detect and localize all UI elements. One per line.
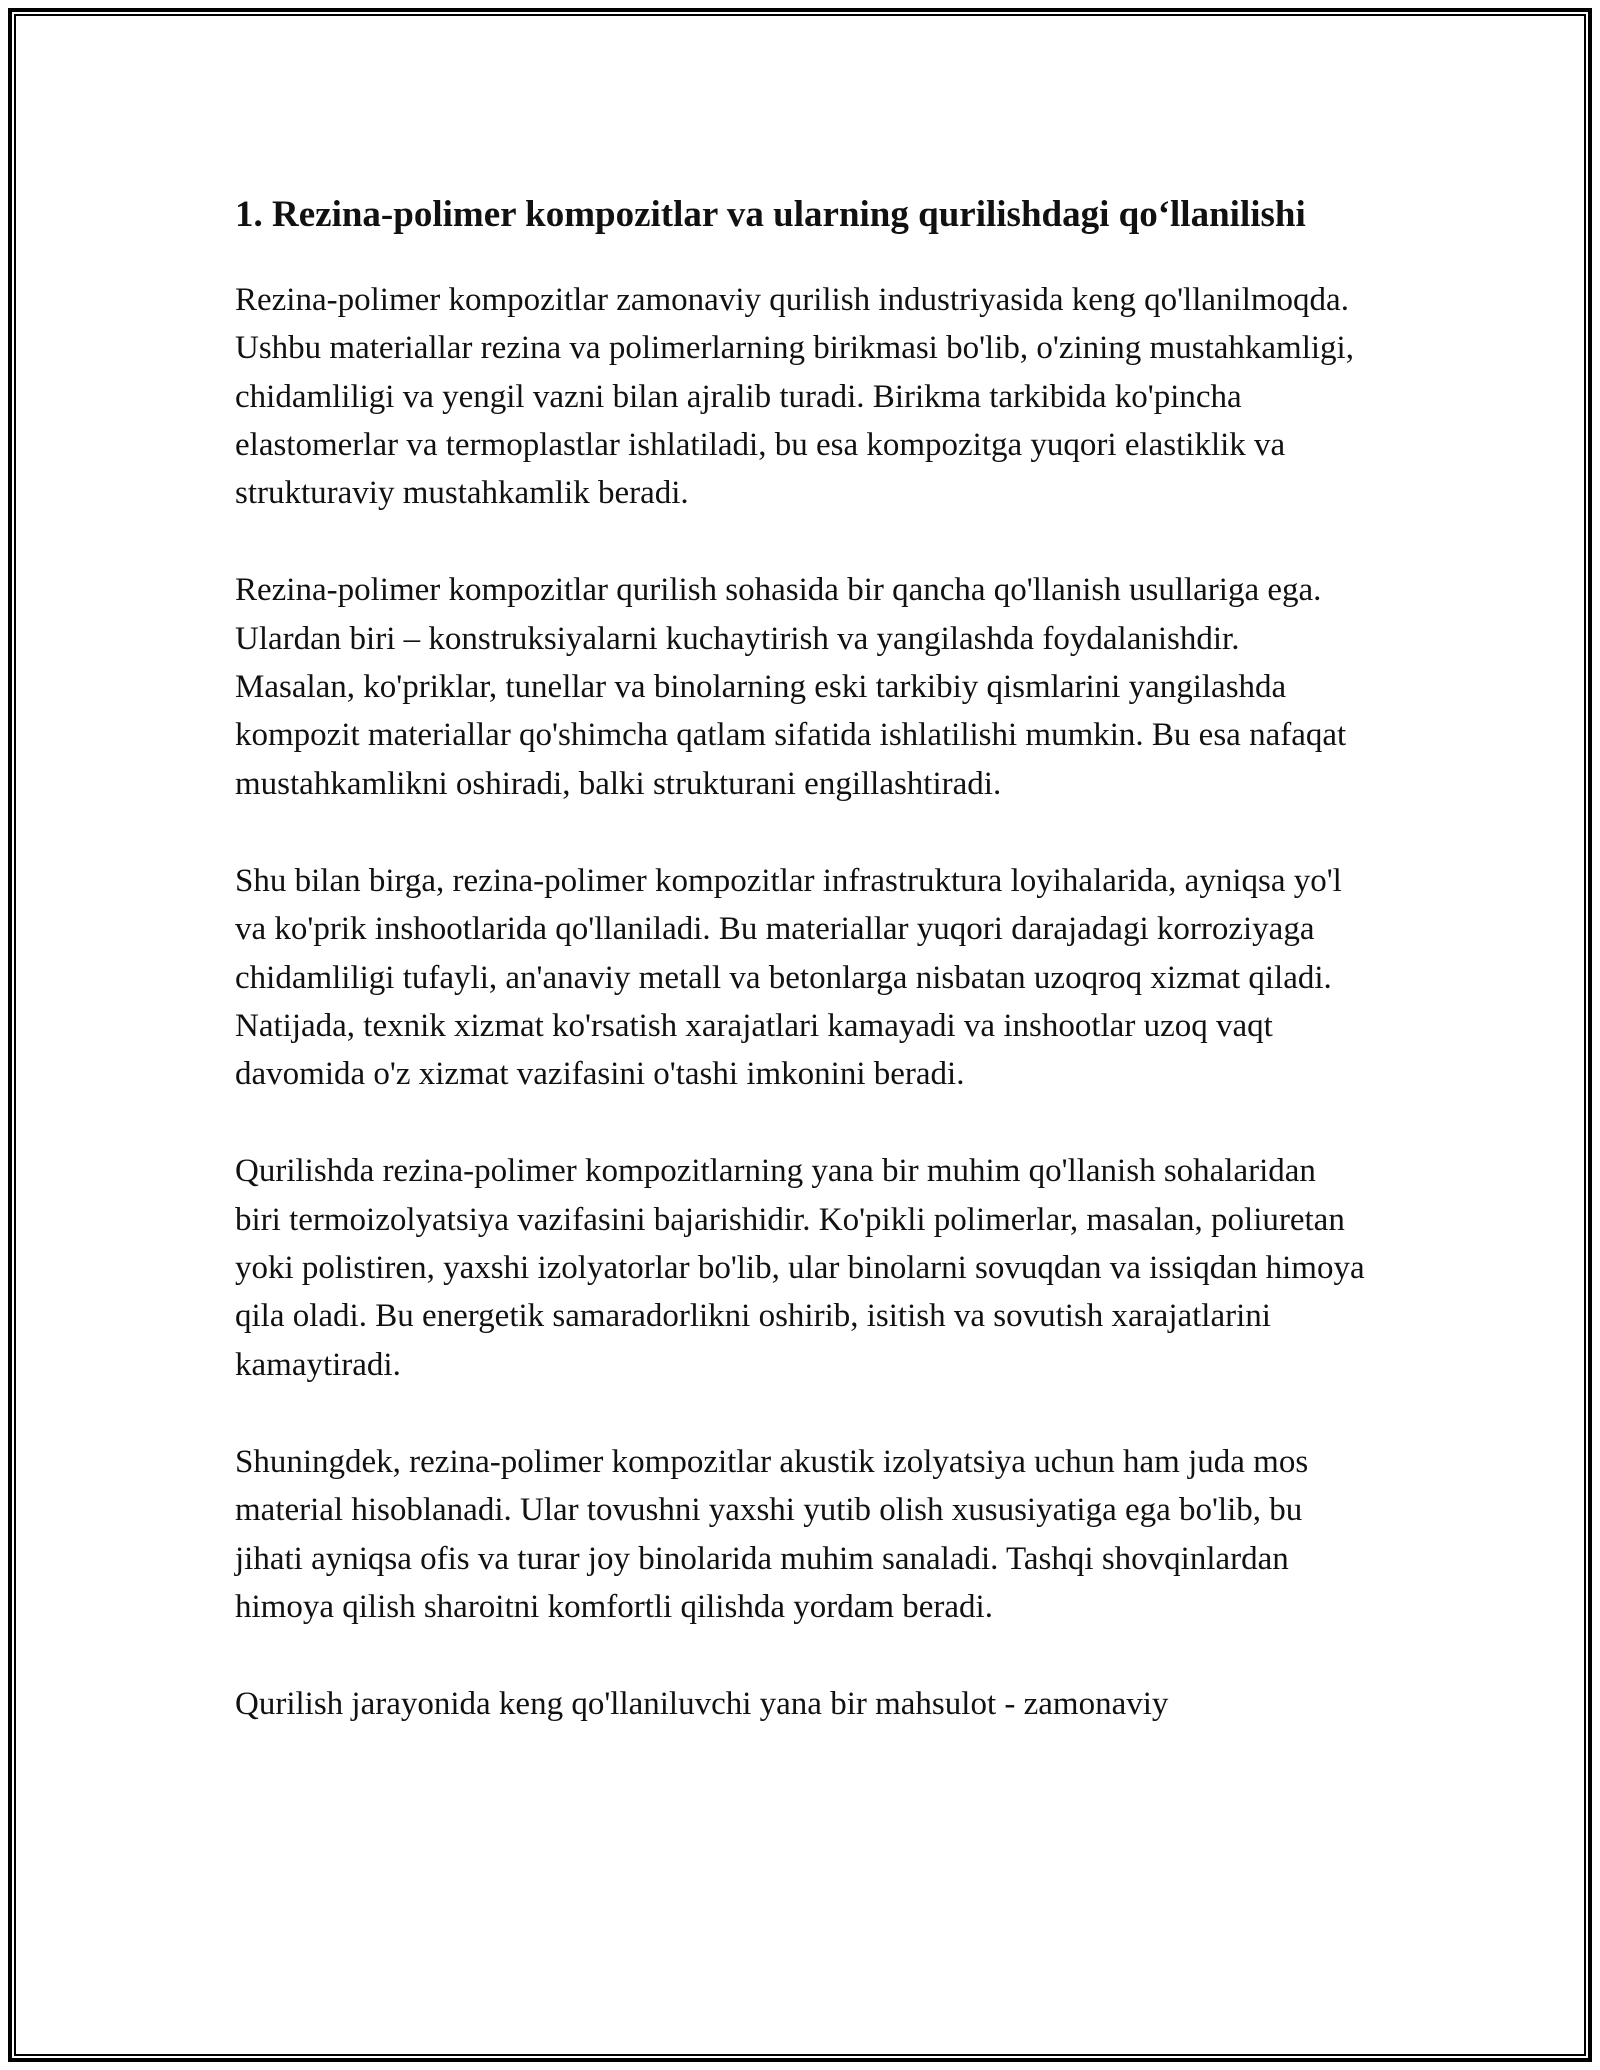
document-body [235, 188, 1365, 1777]
paragraph-1: Rezina-polimer kompozitlar zamonaviy qurilish industriyasida keng qo'llanilmoqda. Ushbu materiallar rezina va polimerlarning birikmasi bo'lib, o'zining mustahkamligi, chidamliligi va yengil vazni bilan ajralib turadi. Birikma tarkibida ko'pincha elastomerlar va termoplastlar ishlatiladi, bu esa kompozitga yuqori elastiklik va strukturaviy mustahkamlik beradi. [235, 282, 1354, 512]
paragraph-3: Shu bilan birga, rezina-polimer kompozitlar infrastruktura loyihalarida, ayniqsa yo'l va ko'prik inshootlarida qo'llaniladi. Bu materiallar yuqori darajadagi korroziyaga chidamliligi tufayli, an'anaviy metall va betonlarga nisbatan uzoqroq xizmat qiladi. Natijada, texnik xizmat ko'rsatish xarajatlari kamayadi va inshootlar uzoq vaqt davomida o'z xizmat vazifasini o'tashi imkonini beradi. [235, 862, 1342, 1093]
paragraph-2: Rezina-polimer kompozitlar qurilish sohasida bir qancha qo'llanish usullariga ega. Ulardan biri – konstruksiyalarni kuchaytirish va yangilashda foydalanishdir. Masalan, ko'priklar, tunellar va binolarning eski tarkibiy qismlarini yangilashda kompozit materiallar qo'shimcha qatlam sifatida ishlatilishi mumkin. Bu esa nafaqat mustahkamlikni oshiradi, balki strukturani engillashtiradi. [235, 572, 1347, 802]
section-title: 1. Rezina-polimer kompozitlar va ularning qurilishdagi qo‘llanilishi [235, 194, 1306, 235]
paragraph-4: Qurilishda rezina-polimer kompozitlarning yana bir muhim qo'llanish sohalaridan biri termoizolyatsiya vazifasini bajarishidir. Ko'pikli polimerlar, masalan, poliuretan yoki polistiren, yaxshi izolyatorlar bo'lib, ular binolarni sovuqdan va issiqdan himoya qila oladi. Bu energetik samaradorlikni oshirib, isitish va sovutish xarajatlarini kamaytiradi. [235, 1153, 1365, 1383]
paragraph-5: Shuningdek, rezina-polimer kompozitlar akustik izolyatsiya uchun ham juda mos material hisoblanadi. Ular tovushni yaxshi yutib olish xususiyatiga ega bo'lib, bu jihati ayniqsa ofis va turar joy binolarida muhim sanaladi. Tashqi shovqinlardan himoya qilish sharoitni komfortli qilishda yordam beradi. [235, 1443, 1309, 1625]
paragraph-6: Qurilish jarayonida keng qo'llaniluvchi yana bir mahsulot - zamonaviy [235, 1686, 1169, 1723]
